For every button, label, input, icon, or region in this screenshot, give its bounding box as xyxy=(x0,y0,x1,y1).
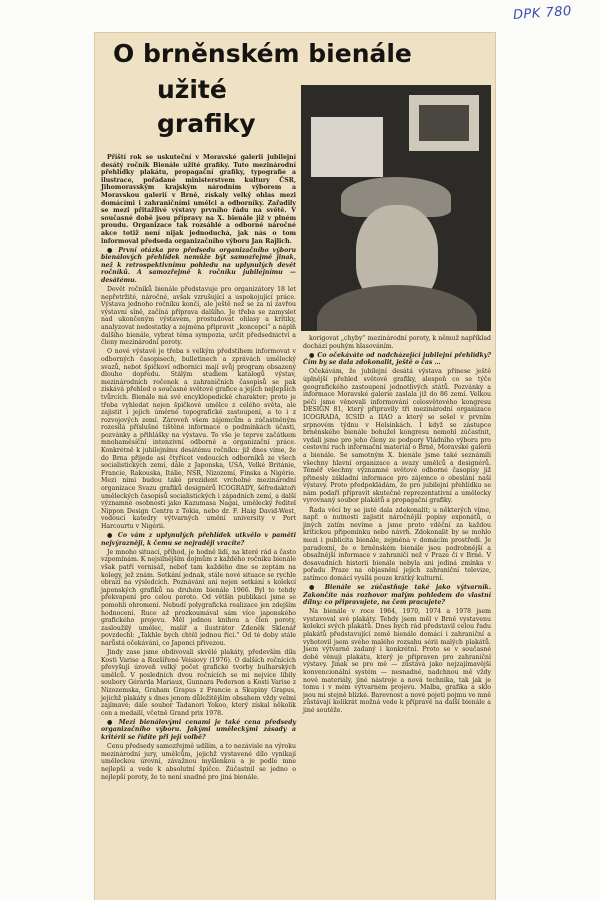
article-column-left xyxy=(101,154,296,783)
answer-2-paragraph-1: Je mnoho situací, příhod, je hodně lidí, na které rád a často vzpomínám. K nejsilnějším dojmům z každého ročníku bienále však patří vernisáž, neboť tam každého dne se zeptám na kolegy, jež znám. Setkání jednak, stále nové situace se rychle obrazí na výsledcích. Poznávání ani nejen setkání s kolekcí japonských grafiků na druhém bienále 1966. Byl to tehdy překvapení pro celou poroto. Od většin publikací jsme se pomohli ohromení. Nebudí polygrafická realizace jen zdejším hodnocení. Ruce až prozkoumával sám více japonského grafického projevu. Měl jednou knihou a člen poroty, zasloužilý umělec, malíř a ilustrátor Zdeněk Sklenář povzdechl: „Takhle bych chtěl jednou říci.“ Od té doby stále narůstá očekávání, co Japonci přivezou. xyxy=(101,548,296,647)
answer-1-paragraph-1: Devět ročníků bienále představuje pro organizátory 18 let nepřetržité, náročné, avšak vzrušující a uspokojující práce. Výstava jednoho ročníku končí, ale ještě než se za ní zavřou výstavní síně, začíná příprava dalšího. Je třeba se zamyslet nad ukončeným výstavem, prostudovat ohlasy a kritiky, analyzovat nedostatky a zejména připravit „koncepci“ a náplň dalšího bienále, vybrat téma sympozia, určit předsednictví a členy mezinárodní poroty. xyxy=(101,286,296,347)
question-4: ● Co očekáváte od nadcházející jubilejní přehlídky? Čím by se dala zdokonalit, ještě o čas … xyxy=(303,351,491,367)
shoulders xyxy=(317,285,477,331)
question-3: ● Mezi bienálovými cenami je také cena předsedy organizačního výboru. Jakými uměleckými zásady a kritérii se řídíte při její volbě? xyxy=(101,718,296,742)
headline-line-3: grafiky xyxy=(157,109,256,138)
headline-line-2: užité xyxy=(157,75,227,104)
question-5: ● Bienále se zúčastňuje také jako výtvarník. Zakončíte nás rozhovor malým pohledem do vlastní dílny: co připravujete, na čem pracujete? xyxy=(303,584,491,607)
background-picture-left xyxy=(311,117,383,177)
answer-4-paragraph-2: Řada věcí by se jistě dala zdokonalit; u některých víme, např. o nutnosti zajistit náročnější popisy exponátů, o jiných zatím nevíme a jsme proto vděční za každou kritickou připomínku nebo návrh. Zdokonalit by se mohlo mezi i publicita bienále, zejména v domácím prostředí. Je paradoxní, že o brněnském bienále jsou podrobnější a obsažnější informace v zahraničí než v Praze či v Brně. V dosavadních historii bienále nebyla ani jediná zmínka v pořadu Praze na objasnění jejich zahraniční televize, zatímco domácí vysílá pouze krátký kulturní. xyxy=(303,506,491,582)
answer-5-paragraph-1: Na bienále v roce 1964, 1970, 1974 a 1978 jsem vystavoval své plakáty. Tehdy jsem měl v Brně vystavenu kolekci svých plakátů. Dnes bych rád představil celou řadu plakátů představující země bienále domácí i zahraniční a vyhotovil jsem svého malého rozsahu sérii malých plakátů. Jsem výtvarně zadaný i konkrétní. Proto se v současné době věnuji plakátu, který je připraven pro zahraniční výstavy. Jinak se pro mě — zůstává jako nejzajímavější konvencionální systém — nesnadné, nadchnou mě vždy nové materiály, jiné nástroje a nová technika, tak jak je tomu i v mém výtvarném projevu. Malba, grafika a sklo jsou mi stejně blízké. Barevnost a nové pojetí pojmu ve mně zůstávají kolikrát možná vede k přípravě na další bienále a jiné soutěže. xyxy=(303,608,491,714)
answer-4-paragraph-1: Očekávám, že jubilejní desátá výstava přinese ještě úplnější přehled světové grafiky, alespoň co se týče geografického zastoupení jednotlivých států. Pozvánky a informace Moravské galerie zaslala již do 86 zemí. Velkou péči jsme věnovali informování celosvětového kongresu DESIGN 81, který připravily tři mezinárodní organizace ICOGRADA, ICSID a IIAO a který se sešel v prvním srpnovém týdnu v Helsinkách. I když se zástupce brněnského bienále bohužel kongresu nemohl zúčastnit, vydali jsme pro jeho členy ze podpory Vládního výboru pro cestovní ruch informační materiál o Brně, Moravské galerii a bienále. Se samotným X. bienále jsme také seznámili všechny hlavní organizace a svazy umělců a designérů. Téměř všechny významné světové odborné časopisy již přinesly základní informace pro zájemce o obeslání naší výstavy. Proto předpokládám, že pro jubilejní přehlídku se nám podaří připravit skutečně reprezentativní a umělecky vyrovnaný soubor plakátů a propagační grafiky. xyxy=(303,368,491,505)
portrait-photo xyxy=(301,85,491,331)
article-intro: Příští rok se uskuteční v Moravské galerii jubilejní desátý ročník Bienále užité grafiky. Tuto mezinárodní přehlídky plakátu, propagační grafiky, typografie a ilustrace, pořádané ministerstvem kultury ČSR, Jihomoravským krajským národním výborem a Moravskou galerií v Brně, získaly velký ohlas mezi domácími i zahraničními umělci a odborníky. Zařadily se mezi přitažlivé výstavy prvního řádu na světě. V současné době jsou přípravy na X. bienále již v plném proudu. Organizace tak rozsáhlé a odborně náročné akce totiž není nijak jednoduchá, jak nás o tom informoval předseda organizačního výboru Jan Rajlich. xyxy=(101,154,296,245)
answer-3-paragraph-1: Cenu předsedy samozřejmě udílím, a to nezávisle na výroku mezinárodní jury, umělcům, jejichž vystavené dílo vynikají uměleckou úrovní, závažnou myšlenkou a je podle mne nejlepší a vede k absolutní špičce. Zúčastnil se jedno o nejlepší poroty, že to není snadné pro jiná bienále. xyxy=(101,743,296,781)
archive-mark: DPK 780 xyxy=(512,3,573,24)
answer-3-continuation: korigovat „chyby“ mezinárodní poroty, k němuž například dochází pouhým hlasováním. xyxy=(303,335,491,350)
question-1: ● První otázka pro předsedu organizačního výboru bienálových přehlídek nemůže být samozřejmě jinak, než k retrospektivnímu pohledu na uplynulých devět ročníků. A samozřejmě k ročníku jubilejnímu — desátému. xyxy=(101,246,296,284)
answer-2-paragraph-2: Jindy zase jsme obdivovali skvělé plakáty, především díla Kosti Varise a Rozšířené Veisiovy (1976). O dalších ročnících převyšují úroveň velký počet grafické tvorby bulharských umělců. V posledních dvou ročnících se mi nejvíce líbily soubory Gérarda Mariaux, Gunnara Pederson a Kosti Varise z Nizozemska, Graham Grapus z Francie a Skupiny Grapus, jejichž plakáty s dnes jenom důležitějším obsahem vždy velmi zajímavé; dále soubor Tadanori Yokoo, který získal několik cen a medailí, včetně Grand prix 1978. xyxy=(101,649,296,717)
headline-line-1: O brněnském bienále xyxy=(113,39,412,68)
newspaper-clipping xyxy=(95,33,495,900)
question-2: ● Co vám z uplynulých přehlídek utkvělo v paměti nejvýrazněji, k čemu se nejraději vracíte? xyxy=(101,532,296,547)
answer-1-paragraph-2: O nové výstavě je třeba s velkým předstihem informovat v odborných časopisech, bulletinech a zprávách umělecký svazů, nebot špičkoví odborníci mají svůj program obsazený dlouho dopředu. Stálým studiem katalogů výstav, mezinárodních ročenek a zahraničních časopisů se pak získává přehled o současné světové grafice a jejích nejlepších tvůrcích. Bienále má své encyklopedické charakter; proto je třeba vyhledat nejen špičkové umělce z celého světa, ale zajistit i jejich úměrné topografické zastoupení, a to i z rozvojových zemí. Zároveň všem zájemcům a zúčastněným rozesílá příslušné tištěné informace o podmínkách účasti, pozvánky a přihlášky na výstavu. To vše je teprve začátkem mnohaměsíční intenzivní odborné a organizační práce. Konkrétně k jubilejnímu desátému ročníku: již dnes víme, že do Brna přijede asi čtyřicet vedoucích odborníků ze všech socialistických zemí, dále z Japonska, USA, Velké Británie, Francie, Rakouska, Itálie, NSR, Nizozemí, Finska a Nigérie. Mezi nimi budou také prezident vrcholné mezinárodní organizace Svazu grafiků designérů ICOGRADY, šéfredaktoři uměleckých časopisů socialistických i západních zemí, a další významné osobnosti jako Kazumasa Nagai, umělecký ředitel Nippon Design Centra z Tokia, nebo dr. F. Haig David-West, vedoucí katedry výtvarných umění university v Port Harcourtu v Nigérii. xyxy=(101,348,296,530)
background-picture-right xyxy=(409,95,479,151)
article-column-right xyxy=(303,335,491,716)
